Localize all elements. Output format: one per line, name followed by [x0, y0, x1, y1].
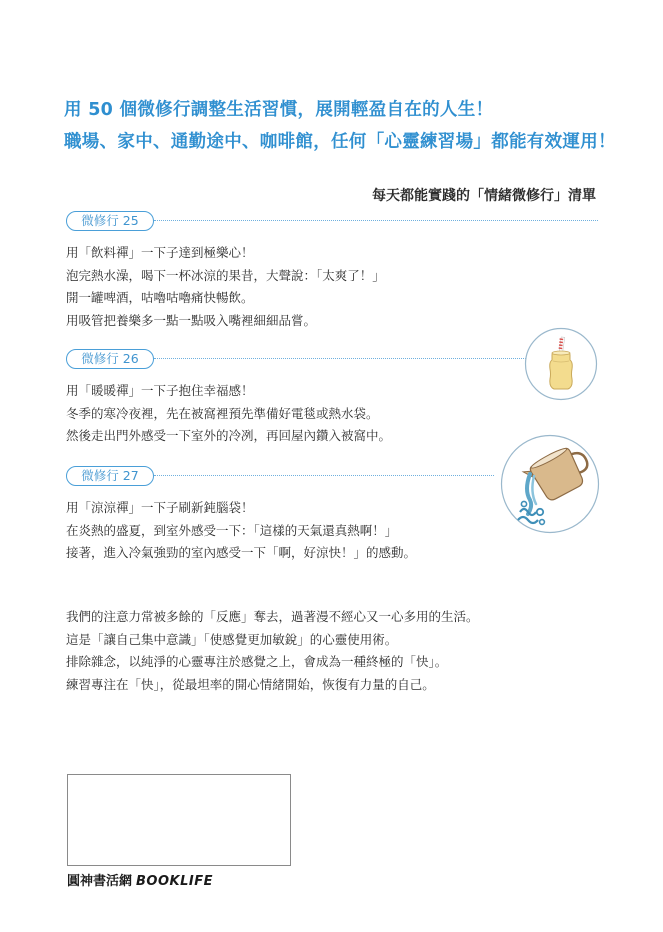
paragraph-line: 排除雜念，以純淨的心靈專注於感覺之上，會成為一種終極的「快」。	[66, 654, 448, 669]
practice-line: 冬季的寒冷夜裡，先在被窩裡預先準備好電毯或熱水袋。	[66, 405, 379, 421]
practice-tag: 微修行 27	[66, 466, 154, 486]
headline	[64, 94, 644, 158]
paragraph-line: 這是「讓自己集中意識」「使感覺更加敏銳」的心靈使用術。	[66, 631, 398, 647]
practice-line: 泡完熱水澡，喝下一杯冰涼的果昔，大聲說：「太爽了！」	[66, 267, 385, 283]
practice-line: 用「暖暖禪」一下子抱住幸福感！	[66, 383, 254, 398]
closing-paragraph	[66, 606, 479, 696]
pouring-jug-icon	[500, 434, 600, 534]
list-title: 每天都能實踐的「情緒微修行」清單	[372, 188, 596, 204]
dotted-divider	[154, 358, 532, 359]
paragraph-line: 練習專注在「快」，從最坦率的開心情緒開始，恢復有力量的自己。	[66, 676, 435, 692]
practice-line: 接著，進入冷氣強勁的室內感受一下「啊，好涼快！」的感動。	[66, 545, 417, 560]
practice-line: 用「涼涼禪」一下子刷新鈍腦袋！	[66, 500, 254, 515]
practice-line: 在炎熱的盛夏，到室外感受一下：「這樣的天氣還真熱啊！」	[66, 522, 398, 538]
practice-tag: 微修行 25	[66, 211, 154, 231]
headline-line-1: 用 50 個微修行調整生活習慣，展開輕盈自在的人生！	[64, 100, 494, 120]
publisher-brand: BOOKLIFE	[136, 874, 213, 889]
practice-line: 開一罐啤酒，咕嚕咕嚕痛快暢飲。	[66, 290, 254, 305]
practice-line: 用吸管把養樂多一點一點吸入嘴裡細細品嘗。	[66, 312, 317, 328]
practice-tag: 微修行 26	[66, 349, 154, 369]
drink-bottle-icon	[524, 327, 598, 401]
publisher-logo	[67, 870, 213, 889]
publisher-name: 圓神書活網	[67, 874, 133, 889]
blank-stamp-box	[67, 774, 291, 866]
dotted-divider	[154, 220, 598, 221]
practice-line: 然後走出門外感受一下室外的冷冽，再回屋內鑽入被窩中。	[66, 428, 392, 443]
paragraph-line: 我們的注意力常被多餘的「反應」奪去，過著漫不經心又一心多用的生活。	[66, 609, 479, 624]
practice-section-25	[66, 211, 606, 332]
dotted-divider	[154, 475, 494, 476]
practice-line: 用「飲料禪」一下子達到極樂心！	[66, 245, 254, 260]
headline-line-2: 職場、家中、通勤途中、咖啡館，任何「心靈練習場」都能有效運用！	[64, 132, 616, 152]
